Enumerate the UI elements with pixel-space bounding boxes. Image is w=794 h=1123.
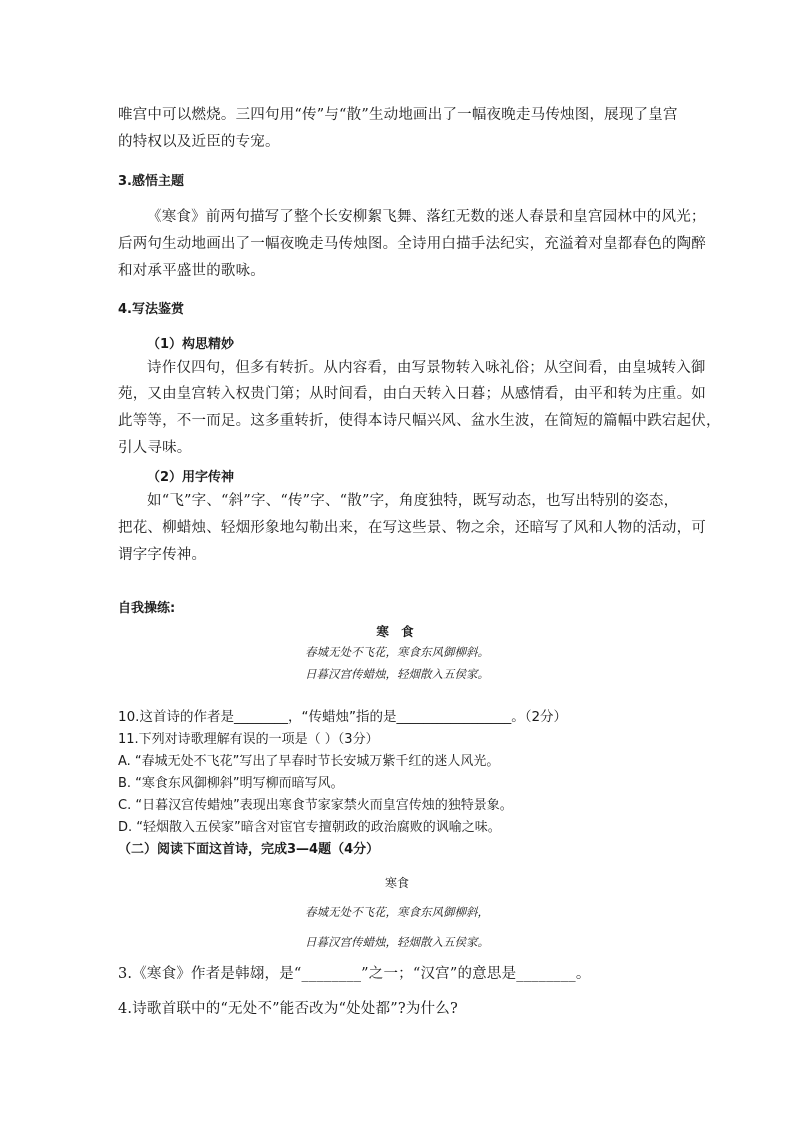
paragraph-line: 谓字字传神。 <box>118 547 207 563</box>
poem-line: 日暮汉宫传蜡烛，轻烟散入五侯家。 <box>305 667 489 681</box>
question-4: 4.诗歌首联中的“无处不”能否改为“处处都”?为什么? <box>118 1001 458 1017</box>
paragraph-line: 唯宫中可以燃烧。三四句用“传”与“散”生动地画出了一幅夜晚走马传烛图，展现了皇宫 <box>118 107 678 123</box>
option-d: D. “轻烟散入五侯家”暗含对宦官专擅朝政的政治腐败的讽喻之味。 <box>118 820 501 835</box>
option-a: A. “春城无处不飞花”写出了早春时节长安城万紫千红的迷人风光。 <box>118 754 500 769</box>
paragraph-line: 的特权以及近臣的专宠。 <box>118 134 280 150</box>
poem-line: 春城无处不飞花，寒食东风御柳斜， <box>305 905 489 919</box>
paragraph-line: 后两句生动地画出了一幅夜晚走马传烛图。全诗用白描手法纪实，充溢着对皇都春色的陶醉 <box>118 236 706 252</box>
part2-heading: （二）阅读下面这首诗，完成3—4题（4分） <box>118 842 380 857</box>
question-10: 10.这首诗的作者是________，“传蜡烛”指的是_________________。（2分） <box>118 709 568 725</box>
poem-title: 寒 食 <box>376 624 418 639</box>
paragraph-line: 如“飞”字、“斜”字、“传”字、“散”字，角度独特，既写动态，也写出特别的姿态， <box>147 493 679 509</box>
option-c: C. “日暮汉宫传蜡烛”表现出寒食节家家禁火而皇宫传烛的独特景象。 <box>118 798 513 813</box>
subsection-heading: （1）构思精妙 <box>147 337 235 352</box>
option-b: B. “寒食东风御柳斜”明写柳而暗写风。 <box>118 776 344 791</box>
paragraph-line: 引人寻味。 <box>118 440 192 456</box>
paragraph-line: 诗作仅四句，但多有转折。从内容看，由写景物转入咏礼俗；从空间看，由皇城转入御 <box>147 360 706 376</box>
section-heading: 4.写法鉴赏 <box>118 302 184 317</box>
subsection-heading: （2）用字传神 <box>147 470 235 485</box>
question-11: 11.下列对诗歌理解有误的一项是（ ）（3分） <box>118 732 379 747</box>
paragraph-line: 把花、柳蜡烛、轻烟形象地勾勒出来，在写这些景、物之余，还暗写了风和人物的活动，可 <box>118 520 706 536</box>
poem-line: 春城无处不飞花，寒食东风御柳斜。 <box>305 645 489 659</box>
question-3: 3.《寒食》作者是韩翃，是“________”之一；“汉宫”的意思是________。 <box>118 966 591 982</box>
practice-heading: 自我操练: <box>118 601 176 616</box>
paragraph-line: 此等等，不一而足。这多重转折，使得本诗尺幅兴风、盆水生波，在简短的篇幅中跌宕起伏， <box>118 413 721 429</box>
section-heading: 3.感悟主题 <box>118 174 184 189</box>
poem-title: 寒食 <box>384 876 409 890</box>
paragraph-line: 苑，又由皇宫转入权贵门第；从时间看，由白天转入日暮；从感情看，由平和转为庄重。如 <box>118 386 706 402</box>
paragraph-line: 《寒食》前两句描写了整个长安柳絮飞舞、落红无数的迷人春景和皇宫园林中的风光； <box>147 209 706 225</box>
paragraph-line: 和对承平盛世的歌咏。 <box>118 263 265 279</box>
poem-line: 日暮汉宫传蜡烛，轻烟散入五侯家。 <box>305 935 489 949</box>
